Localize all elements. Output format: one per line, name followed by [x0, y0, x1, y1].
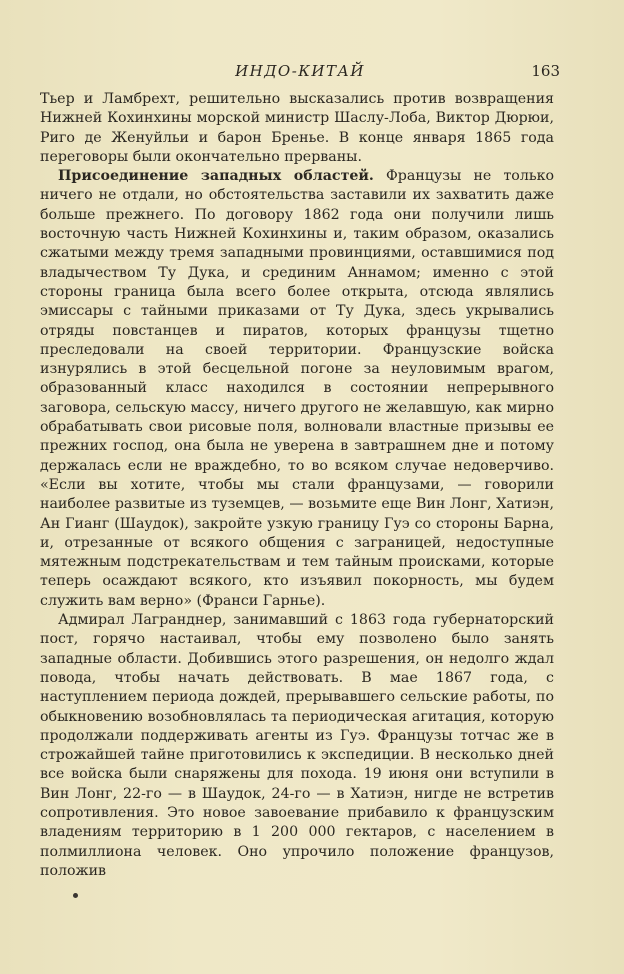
- paragraph-3: [40, 611, 554, 881]
- section-heading: Присоединение западных областей.: [58, 168, 374, 185]
- page-number: 163: [531, 62, 560, 80]
- running-head: ИНДО-КИТАЙ: [235, 62, 365, 80]
- paragraph-2: [40, 167, 554, 611]
- ink-speck: [73, 893, 78, 898]
- paragraph-1-text: Тьер и Ламбрехт, решительно высказались против возвращения Нижней Кохинхины морской министр Шаслу-Лоба, Виктор Дюрюи, Риго де Женуйльи и барон Бренье. В конце января 1865 года переговоры были окончательно прерваны.: [40, 91, 554, 165]
- page-header: [40, 62, 560, 86]
- paragraph-1: [40, 90, 554, 167]
- paragraph-3-text: Адмирал Лагранднер, занимавший с 1863 года губернаторский пост, горячо настаивал, чтобы ему позволено было занять западные области. Добившись этого разрешения, он недолго ждал повода, чтобы начать действовать. В мае 1867 года, с наступлением периода дождей, прерывавшего сельские работы, по обыкновению возобновлялась та периодическая агитация, которую продолжали поддерживать агенты из Гуэ. Французы тотчас же в строжайшей тайне приготовились к экспедиции. В несколько дней все войска были снаряжены для похода. 19 июня они вступили в Вин Лонг, 22-го — в Шаудок, 24-го — в Хатиэн, нигде не встретив сопротивления. Это новое завоевание прибавило к французским владениям территорию в 1 200 000 гектаров, с населением в полмиллиона человек. Оно упрочило положение французов, положив: [40, 612, 554, 879]
- body-text: [40, 90, 554, 881]
- paragraph-2-text: Французы не только ничего не отдали, но обстоятельства заставили их захватить даже больше прежнего. По договору 1862 года они получили лишь восточную часть Нижней Кохинхины и, таким образом, оказались сжатыми между тремя западными провинциями, оставшимися под владычеством Ту Дука, и срединим Аннамом; именно с этой стороны граница была всего более открыта, отсюда являлись эмиссары с тайными приказами от Ту Дука, здесь укрывались отряды повстанцев и пиратов, которых французы тщетно преследовали на своей территории. Французские войска изнурялись в этой бесцельной погоне за неуловимым врагом, образованный класс находился в состоянии непрерывного заговора, сельскую массу, ничего другого не желавшую, как мирно обрабатывать свои рисовые поля, волновали властные призывы ее прежних господ, она была не уверена в завтрашнем дне и потому держалась если не враждебно, то во всяком случае недоверчиво. «Если вы хотите, чтобы мы стали французами, — говорили наиболее развитые из туземцев, — возьмите еще Вин Лонг, Хатиэн, Ан Гианг (Шаудок), закройте узкую границу Гуэ со стороны Барна, и, отрезанные от всякого общения с заграницей, недоступные мятежным подстрекательствам и тем тайным происками, которые теперь осаждают всякого, кто изъявил покорность, мы будем служить вам верно» (Франси Гарнье).: [40, 168, 554, 609]
